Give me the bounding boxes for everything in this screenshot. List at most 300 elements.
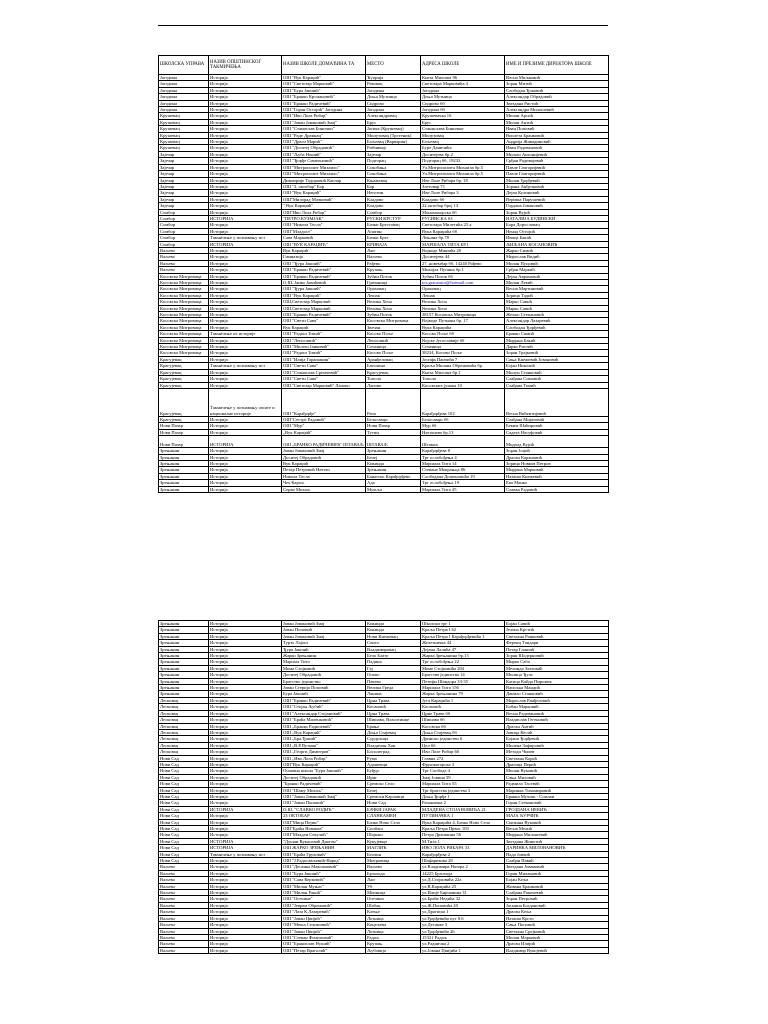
cell-principal: Павле Глигоријевић (505, 171, 609, 177)
cell-principal: ЉИЉАНА КОСАНОВИЋ (505, 241, 609, 247)
cell-host-school: 23 ОКТОБАР (282, 813, 366, 819)
cell-city: Зрењанин (366, 448, 421, 454)
cell-host-school: Петар Петровић Његош (282, 467, 366, 473)
cell-principal: Светлана Ранковић (505, 633, 609, 639)
cell-school-district: Ваљево (159, 267, 209, 273)
cell-competition: Историја (209, 800, 282, 806)
cell-principal: Милан Арсић (505, 113, 609, 119)
cell-school-district: Лесковац (159, 697, 209, 703)
cell-host-school: ОШ "Лепосавић" (282, 337, 366, 343)
cell-competition: Историја (209, 774, 282, 780)
cell-host-school: " Вук Караџић" (282, 203, 366, 209)
cell-school-district: Лесковац (159, 717, 209, 723)
cell-principal: Зоран Вујић (505, 209, 609, 215)
cell-address: Јагодина (421, 87, 505, 93)
cell-school-district: Зајечар (159, 177, 209, 183)
cell-address: Доња Ђорђа 1 (421, 793, 505, 799)
cell-principal: Дејан Аврамовић (505, 273, 609, 279)
cell-competition: Историја (209, 653, 282, 659)
cell-host-school: ОШ"Вук Караџић" (282, 761, 366, 767)
cell-competition: Историја (209, 337, 282, 343)
cell-competition: Такмичење у познавању ист (209, 851, 282, 857)
table-row (159, 139, 609, 145)
cell-host-school: ОШ "Доситеј Обрадовић" (282, 145, 366, 151)
cell-principal: Зоран Шодерновић (505, 653, 609, 659)
cell-address: Цел бб (421, 742, 505, 748)
cell-principal: Мелинда Златовић (505, 665, 609, 671)
cell-principal: Зоран Петровић (505, 896, 609, 902)
cell-city: Апатин (366, 228, 421, 234)
cell-principal: Милан Ђорђевић (505, 177, 609, 183)
cell-principal: ДАРИНКА МИЛОВАНОВИЋ (505, 845, 609, 851)
cell-city: Јагодина (366, 107, 421, 113)
cell-address: Трг ослобођења 4 (421, 454, 505, 460)
cell-host-school: Димитрије Тодоровић Каплар (282, 177, 366, 183)
cell-address: Доња Стајевац бб (421, 729, 505, 735)
cell-address: Вука Караџића (421, 324, 505, 330)
cell-school-district: Зрењанин (159, 672, 209, 678)
cell-address: Змај Јовина 59 (421, 774, 505, 780)
cell-competition: Историја (209, 448, 282, 454)
cell-competition: ИСТОРИЈА (209, 215, 282, 221)
cell-city: Брус (366, 119, 421, 125)
cell-address: Милутовац (421, 132, 505, 138)
cell-address: ул.Владимира Назора 2 (421, 864, 505, 870)
cell-address: Петефи Шандора 33-35 (421, 678, 505, 684)
table-row (159, 890, 609, 896)
cell-competition: ИСТОРИЈА (209, 845, 282, 851)
cell-competition: Историја (209, 209, 282, 215)
cell-principal: Дарко Ристић (505, 344, 609, 350)
cell-competition: Историја (209, 196, 282, 202)
cell-city: Нови Пазар (366, 423, 421, 429)
cell-host-school: ОШ „БРАНКО РАДИЧЕВИЋ" ШТАВАЉ (282, 436, 366, 448)
cell-host-school: ОШ "Ђорђе Симеоновић" (282, 158, 366, 164)
cell-city: Књажевац (366, 177, 421, 183)
cell-school-district: Крагујевац (159, 416, 209, 422)
cell-city: Косовска Митровица (366, 318, 421, 324)
cell-address: ул.В.Караџића 25 (421, 883, 505, 889)
cell-city: МЕСТО (366, 56, 421, 75)
cell-address: Светозара Милетића 25 а (421, 222, 505, 228)
cell-school-district: Ваљево (159, 902, 209, 908)
cell-school-district: Нови Сад (159, 858, 209, 864)
cell-competition: Историја (209, 704, 282, 710)
cell-school-district: Ваљево (159, 922, 209, 928)
cell-city: Ћуприја (366, 75, 421, 81)
cell-host-school: ОШ "Милан Муњас" (282, 883, 366, 889)
cell-school-district: Сомбор (159, 209, 209, 215)
cell-address: Железничка 44 (421, 640, 505, 646)
cell-city: Баточина (366, 363, 421, 369)
cell-principal: Бора Дорословац (505, 222, 609, 228)
cell-city: Брзохода (366, 870, 421, 876)
cell-principal: Ивица Бакић (505, 235, 609, 241)
cell-school-district: Нови Пазар (159, 429, 209, 435)
cell-city: Бор (366, 183, 421, 189)
cell-address: Иве Лоле Рибара бр. 18 (421, 177, 505, 183)
cell-address: Братства јединства 14 (421, 672, 505, 678)
cell-principal: Светлана Кораћ (505, 755, 609, 761)
cell-principal: Бранка Мучиш - Сомлаи (505, 793, 609, 799)
cell-principal: Методи Чипев (505, 749, 609, 755)
cell-address: Краља Милана Обреновића бр. (421, 363, 505, 369)
cell-school-district: Зајечар (159, 151, 209, 157)
cell-city: Косово Поље (366, 350, 421, 356)
table-row (159, 388, 609, 416)
cell-address: Карађорђева 8 (421, 448, 505, 454)
cell-city: Зајечар (366, 151, 421, 157)
cell-address: Подгорац бб, 19233 (421, 158, 505, 164)
cell-address: Моме Стојковића 204 (421, 665, 505, 671)
cell-address: Брус (421, 119, 505, 125)
cell-address: Војводе Мишића 20 (421, 247, 505, 253)
cell-city: Коцељева (366, 922, 421, 928)
cell-address: Трг ослобођења 22 (421, 659, 505, 665)
cell-principal: Слађана Ракочевић (505, 890, 609, 896)
cell-principal: Сања Поповић (505, 922, 609, 928)
cell-city: Сидрово (366, 100, 421, 106)
cell-city: Рађево (366, 260, 421, 266)
cell-competition: ИСТОРИЈА (209, 806, 282, 812)
cell-competition: ИСТОРИЈА (209, 838, 282, 844)
cell-address: ПУТИНАЧКА 1 (421, 813, 505, 819)
cell-principal: Зорица Тадић (505, 292, 609, 298)
cell-principal: ИМЕ И ПРЕЗИМЕ ДИРЕКТОРА ШКОЛЕ (505, 56, 609, 75)
cell-competition: Историја (209, 742, 282, 748)
cell-host-school: Никола Тесла (282, 473, 366, 479)
cell-competition: Историја (209, 678, 282, 684)
cell-school-district: Косовска Митровица (159, 305, 209, 311)
cell-school-district: Крушевац (159, 113, 209, 119)
table-row (159, 132, 609, 138)
cell-competition: Историја (209, 119, 282, 125)
cell-school-district: Јагодина (159, 81, 209, 87)
table-row (159, 318, 609, 324)
cell-school-district: Крагујевац (159, 356, 209, 362)
cell-host-school: Ђура Јакшић (282, 646, 366, 652)
cell-principal: Ненад Остојић (505, 228, 609, 234)
cell-address: Лењина бр.78 (421, 235, 505, 241)
cell-competition: Историја (209, 736, 282, 742)
cell-competition: Историја (209, 145, 282, 151)
cell-school-district: Нови Сад (159, 755, 209, 761)
cell-address: РУСИНСКА 63 (421, 215, 505, 221)
cell-address: ул.Ђорђевића пут 8.6 (421, 915, 505, 921)
cell-competition: ИСТОРИЈА (209, 436, 282, 448)
cell-city: Топола (366, 376, 421, 382)
cell-principal: Марко Савић (505, 299, 609, 305)
cell-city: Рача (366, 388, 421, 416)
cell-competition: Историја (209, 934, 282, 940)
cell-address: Доситејева бр.2 (421, 151, 505, 157)
cell-competition: Историја (209, 356, 282, 362)
table-row (159, 312, 609, 318)
cell-school-district: Зајечар (159, 203, 209, 209)
cell-host-school: ОШ "Бранко Радичевић" (282, 697, 366, 703)
table-row (159, 928, 609, 934)
cell-address: Белосавци бб (421, 416, 505, 422)
cell-school-district: Нови Сад (159, 793, 209, 799)
cell-competition: Историја (209, 247, 282, 253)
cell-competition: Историја (209, 832, 282, 838)
cell-city: Велика Хоча (366, 305, 421, 311)
cell-principal: Милена Зафировић (505, 742, 609, 748)
cell-school-district: Косовска Митровица (159, 286, 209, 292)
table-row (159, 171, 609, 177)
cell-principal: Светлана Срејковић (505, 928, 609, 934)
cell-host-school: Вук Караџић (282, 460, 366, 466)
cell-school-district: Косовска Митровица (159, 337, 209, 343)
cell-host-school: Основна школа "Бура Јакшић" (282, 768, 366, 774)
cell-school-district: Зрењанин (159, 678, 209, 684)
cell-competition: Историја (209, 473, 282, 479)
cell-city: Лешак (366, 292, 421, 298)
cell-competition: Историја (209, 113, 282, 119)
cell-school-district: Зајечар (159, 190, 209, 196)
cell-address: Његошева бр.13 (421, 429, 505, 435)
cell-host-school: ОШ "Јован Јовановић Змај" (282, 793, 366, 799)
cell-city: Кукујевци (366, 838, 421, 844)
table-row (159, 436, 609, 448)
cell-competition: Историја (209, 717, 282, 723)
cell-address: Јосифа Панчића 7 (421, 356, 505, 362)
cell-principal: Милош Антонијевић (505, 151, 609, 157)
cell-principal: Јелена Крстић (505, 627, 609, 633)
cell-host-school: ОШ "Радe Драинац" (282, 132, 366, 138)
cell-competition: Историја (209, 312, 282, 318)
cell-city: Уб (366, 883, 421, 889)
cell-competition: Историја (209, 460, 282, 466)
cell-principal: Милун Станковић (505, 369, 609, 375)
cell-school-district: Лесковац (159, 729, 209, 735)
cell-principal: Беким Шаћировић (505, 423, 609, 429)
cell-principal: Милан Лекић (505, 280, 609, 286)
cell-principal: Павле Глигоријевић (505, 164, 609, 170)
cell-principal: Ференц Тандари (505, 640, 609, 646)
cell-host-school: Доситеј Обрадовић (282, 774, 366, 780)
cell-city: Лапово (366, 382, 421, 388)
cell-host-school: ОШ "Сава Керковић" (282, 877, 366, 883)
cell-host-school: ОШ "Милош Јанковић" (282, 344, 366, 350)
table-header-row (159, 56, 609, 75)
cell-school-district: Ваљево (159, 247, 209, 253)
cell-city: Лозница (366, 915, 421, 921)
table-row (159, 467, 609, 473)
cell-school-district: Ваљево (159, 254, 209, 260)
cell-host-school: ОШ "Осечина" (282, 896, 366, 902)
cell-school-district: Ваљево (159, 915, 209, 921)
cell-address: Петра Драпшина 56 (421, 832, 505, 838)
cell-school-district: Ваљево (159, 877, 209, 883)
cell-competition: Историја (209, 922, 282, 928)
cell-host-school: ОШ "Јован Јовановић Змај" (282, 119, 366, 125)
table-row (159, 947, 609, 953)
table-row (159, 800, 609, 806)
cell-school-district: Јагодина (159, 75, 209, 81)
cell-school-district: Нови Сад (159, 838, 209, 844)
cell-address: Мур бб (421, 423, 505, 429)
cell-competition: Историја (209, 190, 282, 196)
cell-address: Жарка Зрењанина бр.13 (421, 653, 505, 659)
cell-competition: Историја (209, 941, 282, 947)
cell-principal: Драган Антић (505, 723, 609, 729)
cell-school-district: Ваљево (159, 947, 209, 953)
cell-host-school: ОШ ЖАРКО ЗРЕЊАНИН (282, 845, 366, 851)
cell-city: Ораховац (366, 286, 421, 292)
cell-principal: Бојана Ђорђевић (505, 736, 609, 742)
cell-school-district: ШКОЛСКА УПРАВА (159, 56, 209, 75)
cell-competition: Историја (209, 350, 282, 356)
cell-principal: Бранко Симић (505, 331, 609, 337)
cell-host-school: ОШ"Милорад Мачковић" (282, 196, 366, 202)
cell-principal: Зорица Новков Петров (505, 460, 609, 466)
cell-competition: Историја (209, 819, 282, 825)
cell-address: Лешак (421, 292, 505, 298)
cell-address: Трг Слободе 4 (421, 768, 505, 774)
cell-host-school: ОШ "Горан Остојић" Јагодина (282, 107, 366, 113)
cell-principal: Сања Кнежевић Јовановић (505, 356, 609, 362)
cell-address: Шафариковa 29 (421, 858, 505, 864)
cell-principal: Весна Вићентијевић (505, 388, 609, 416)
cell-host-school: Серво Михаљ (282, 486, 366, 492)
cell-address: Фрушкогорска 3 (421, 761, 505, 767)
cell-city: Сочаница (366, 344, 421, 350)
cell-competition: Историја (209, 177, 282, 183)
cell-competition: Историја (209, 222, 282, 228)
cell-principal: Александар Лазаревић (505, 318, 609, 324)
cell-host-school: "Бранко Радичевић" (282, 781, 366, 787)
cell-principal: Јасмина Богдановић (505, 902, 609, 908)
cell-principal: Слађана Мијатовић (505, 416, 609, 422)
cell-address: МЛАДЕНА СТОЈАНОВИЋА 21 (421, 806, 505, 812)
cell-competition: Историја (209, 183, 282, 189)
cell-city: Грачаница (366, 280, 421, 286)
cell-school-district: Сомбор (159, 241, 209, 247)
cell-school-district: Нови Сад (159, 819, 209, 825)
cell-competition: Историја (209, 126, 282, 132)
cell-school-district: Нови Сад (159, 832, 209, 838)
cell-principal: Звездана Животић (505, 838, 609, 844)
cell-host-school: Јован Јовановић Змај (282, 448, 366, 454)
cell-school-district: Ваљево (159, 909, 209, 915)
cell-host-school: ОШ "Мур" (282, 423, 366, 429)
cell-school-district: Ваљево (159, 260, 209, 266)
cell-city: Беочин (366, 851, 421, 857)
cell-principal: Горан Стевановић (505, 800, 609, 806)
cell-host-school: ОШ "Бура Јакшић" (282, 870, 366, 876)
cell-host-school: ОШ"Иво Лола Рибар" (282, 209, 366, 215)
cell-city: Бело Блато (366, 653, 421, 659)
cell-school-district: Сомбор (159, 228, 209, 234)
cell-host-school: Доситеј Обрадовић (282, 454, 366, 460)
cell-address: Злетовар 71 (421, 183, 505, 189)
cell-competition: Историја (209, 292, 282, 298)
cell-school-district: Зрењанин (159, 467, 209, 473)
cell-host-school: ОШ "Бура Јакшић" (282, 87, 366, 93)
cell-school-district: Ваљево (159, 896, 209, 902)
cell-address: ул.Јована Цвијића 1 (421, 947, 505, 953)
cell-host-school: ОШ "Иво Лола Рибар" (282, 113, 366, 119)
cell-competition: Историја (209, 755, 282, 761)
cell-principal: Звездана Јовановић (505, 864, 609, 870)
schools-table-part-1 (158, 55, 609, 493)
cell-school-district: Ваљево (159, 928, 209, 934)
cell-host-school: ОШ "ВУК КАРАЏИЋ" (282, 241, 366, 247)
cell-host-school: ОШ"Младен Секулић" (282, 832, 366, 838)
cell-school-district: Зајечар (159, 171, 209, 177)
table-row (159, 460, 609, 466)
cell-host-school: Јован Поповић (282, 627, 366, 633)
cell-competition: Историја (209, 382, 282, 388)
cell-address: Карађорђева 2 (421, 851, 505, 857)
cell-principal: Снежана Вуковић (505, 819, 609, 825)
cell-host-school: "Душан Вукасовић Диоген" (282, 838, 366, 844)
cell-competition: Историја (209, 416, 282, 422)
cell-host-school: ОШ "Ђура Јакшић" (282, 286, 366, 292)
cell-host-school: ОШ "Митрополит Михаило" (282, 164, 366, 170)
cell-principal: Бојан Кеља (505, 877, 609, 883)
cell-address: АДРЕСА ШКОЛЕ (421, 56, 505, 75)
cell-city: Неготин (366, 190, 421, 196)
cell-city: Црна Трава (366, 710, 421, 716)
cell-school-district: Сомбор (159, 235, 209, 241)
cell-school-district: Крагујевац (159, 382, 209, 388)
cell-competition: Историја (209, 665, 282, 671)
cell-city: Владичин Хан (366, 742, 421, 748)
cell-principal: Бобан Марковић (505, 704, 609, 710)
cell-address: ios.gracanica@hotmail.com (421, 280, 505, 286)
cell-host-school: ОШ "Вук Караџић" (282, 75, 366, 81)
table-row (159, 717, 609, 723)
cell-competition: Историја (209, 299, 282, 305)
table-row (159, 164, 609, 170)
cell-competition: Историја (209, 947, 282, 953)
cell-host-school: ОШ „В.Р.Путник" (282, 742, 366, 748)
cell-competition: Историја (209, 890, 282, 896)
cell-school-district: Крушевац (159, 139, 209, 145)
cell-address: Топола (421, 376, 505, 382)
cell-school-district: Лесковац (159, 704, 209, 710)
cell-school-district: Ваљево (159, 890, 209, 896)
table-row (159, 838, 609, 844)
cell-host-school: Јован Стерија Поповић (282, 685, 366, 691)
table-row (159, 486, 609, 492)
cell-address: Карађорђева 102 (421, 388, 505, 416)
cell-host-school: ОШ "Карађорђе" (282, 388, 366, 416)
cell-school-district: Нови Сад (159, 787, 209, 793)
cell-address: Јагодина бб (421, 107, 505, 113)
cell-competition: Историја (209, 621, 282, 627)
cell-competition: Историја (209, 376, 282, 382)
cell-address: Југа Караџића 1 (421, 697, 505, 703)
cell-competition: Историја (209, 254, 282, 260)
cell-host-school: ОШ "3. октобар" Бор (282, 183, 366, 189)
cell-principal: Милан Пуцовић (505, 260, 609, 266)
cell-city: Крупањ (366, 941, 421, 947)
cell-city: Пачево (366, 678, 421, 684)
cell-city: РУСКИ КРСТУР (366, 215, 421, 221)
cell-principal: Нада Јовчић (505, 851, 609, 857)
cell-address: 38157 Косовска Митровица (421, 312, 505, 318)
cell-school-district: Косовска Митровица (159, 299, 209, 305)
cell-school-district: Косовска Митровица (159, 331, 209, 337)
cell-principal: Зоран Митић (505, 81, 609, 87)
cell-principal: Жељко Степановић (505, 312, 609, 318)
cell-principal: Мирјана Милошевић (505, 832, 609, 838)
cell-host-school: Турзо Лајош (282, 640, 366, 646)
cell-school-district: Зајечар (159, 158, 209, 164)
